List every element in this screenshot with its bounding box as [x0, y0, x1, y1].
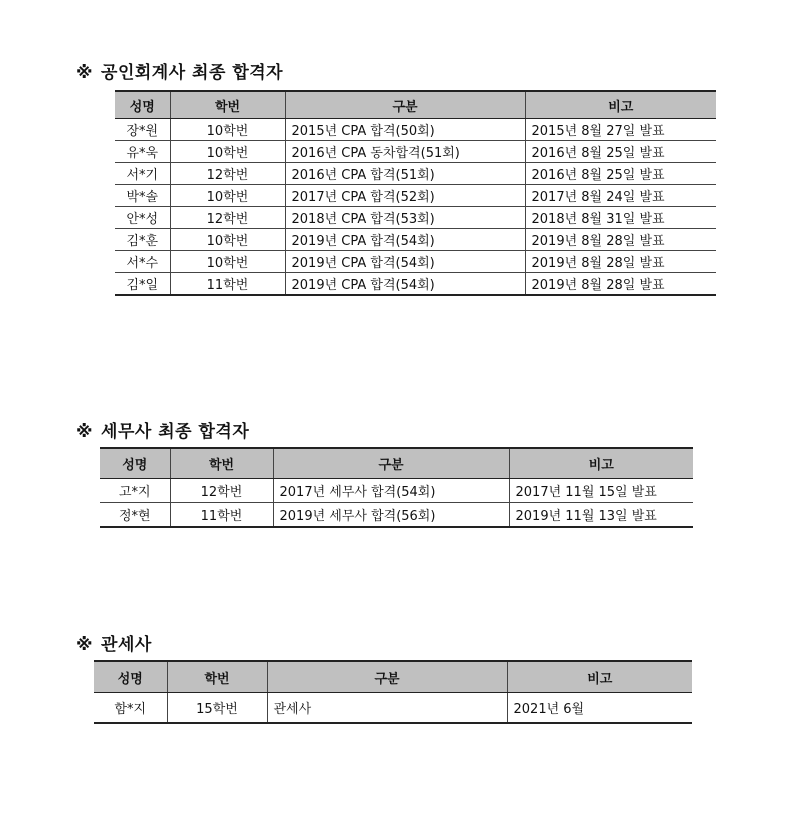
reference-mark: ※	[76, 635, 94, 655]
cell-category: 2015년 CPA 합격(50회)	[285, 119, 525, 141]
cell-category: 2019년 CPA 합격(54회)	[285, 273, 525, 296]
table-row	[115, 185, 716, 207]
header-remarks: 비고	[509, 448, 693, 479]
cell-student-id: 10학번	[170, 119, 285, 141]
cell-student-id: 10학번	[170, 141, 285, 163]
reference-mark: ※	[76, 422, 94, 442]
section-title-text: 공인회계사 최종 합격자	[101, 63, 284, 83]
header-name: 성명	[94, 661, 167, 693]
header-category: 구분	[273, 448, 509, 479]
table-body	[94, 693, 692, 724]
cell-remarks: 2019년 8월 28일 발표	[525, 251, 716, 273]
cell-name: 고*지	[100, 479, 170, 503]
reference-mark: ※	[76, 63, 94, 83]
table-row	[115, 229, 716, 251]
cell-category: 2017년 세무사 합격(54회)	[273, 479, 509, 503]
cell-name: 유*욱	[115, 141, 170, 163]
cell-category: 2017년 CPA 합격(52회)	[285, 185, 525, 207]
cpa-table	[115, 90, 716, 296]
cell-remarks: 2016년 8월 25일 발표	[525, 163, 716, 185]
cell-name: 장*원	[115, 119, 170, 141]
cell-student-id: 12학번	[170, 479, 273, 503]
section-title-text: 관세사	[101, 635, 152, 655]
cell-student-id: 11학번	[170, 273, 285, 296]
cell-remarks: 2019년 11월 13일 발표	[509, 503, 693, 528]
header-name: 성명	[100, 448, 170, 479]
cell-name: 서*기	[115, 163, 170, 185]
cell-category: 2016년 CPA 합격(51회)	[285, 163, 525, 185]
section-title-tax	[76, 417, 249, 442]
cell-category: 2018년 CPA 합격(53회)	[285, 207, 525, 229]
cell-student-id: 12학번	[170, 207, 285, 229]
section-title-cpa	[76, 58, 283, 83]
cell-name: 안*성	[115, 207, 170, 229]
cell-remarks: 2016년 8월 25일 발표	[525, 141, 716, 163]
table-header-row	[115, 91, 716, 119]
cell-student-id: 10학번	[170, 185, 285, 207]
table-row	[115, 163, 716, 185]
table-row	[100, 479, 693, 503]
cell-name: 정*현	[100, 503, 170, 528]
cell-remarks: 2015년 8월 27일 발표	[525, 119, 716, 141]
table-row	[115, 119, 716, 141]
cell-name: 김*훈	[115, 229, 170, 251]
cell-category: 2016년 CPA 동차합격(51회)	[285, 141, 525, 163]
cell-category: 2019년 세무사 합격(56회)	[273, 503, 509, 528]
header-remarks: 비고	[525, 91, 716, 119]
cell-name: 함*지	[94, 693, 167, 724]
cell-remarks: 2019년 8월 28일 발표	[525, 273, 716, 296]
table-row	[115, 207, 716, 229]
cell-category: 2019년 CPA 합격(54회)	[285, 251, 525, 273]
cell-remarks: 2019년 8월 28일 발표	[525, 229, 716, 251]
cell-student-id: 10학번	[170, 229, 285, 251]
table-row	[115, 251, 716, 273]
header-category: 구분	[267, 661, 507, 693]
cell-remarks: 2017년 8월 24일 발표	[525, 185, 716, 207]
table-body	[100, 479, 693, 528]
cell-name: 박*솔	[115, 185, 170, 207]
cell-student-id: 12학번	[170, 163, 285, 185]
section-title-text: 세무사 최종 합격자	[101, 422, 250, 442]
cell-student-id: 11학번	[170, 503, 273, 528]
section-title-customs	[76, 630, 152, 655]
header-category: 구분	[285, 91, 525, 119]
table-header-row	[94, 661, 692, 693]
header-student-id: 학번	[167, 661, 267, 693]
header-name: 성명	[115, 91, 170, 119]
cell-remarks: 2018년 8월 31일 발표	[525, 207, 716, 229]
header-student-id: 학번	[170, 448, 273, 479]
cell-category: 2019년 CPA 합격(54회)	[285, 229, 525, 251]
cell-student-id: 15학번	[167, 693, 267, 724]
table-row	[115, 141, 716, 163]
cell-student-id: 10학번	[170, 251, 285, 273]
table-row	[115, 273, 716, 296]
customs-broker-table	[94, 660, 692, 724]
cell-name: 김*일	[115, 273, 170, 296]
table-row	[94, 693, 692, 724]
cell-name: 서*수	[115, 251, 170, 273]
table-row	[100, 503, 693, 528]
header-remarks: 비고	[507, 661, 692, 693]
tax-accountant-table	[100, 447, 693, 528]
table-body	[115, 119, 716, 296]
table-header-row	[100, 448, 693, 479]
cell-remarks: 2021년 6월	[507, 693, 692, 724]
cell-remarks: 2017년 11월 15일 발표	[509, 479, 693, 503]
cell-category: 관세사	[267, 693, 507, 724]
header-student-id: 학번	[170, 91, 285, 119]
